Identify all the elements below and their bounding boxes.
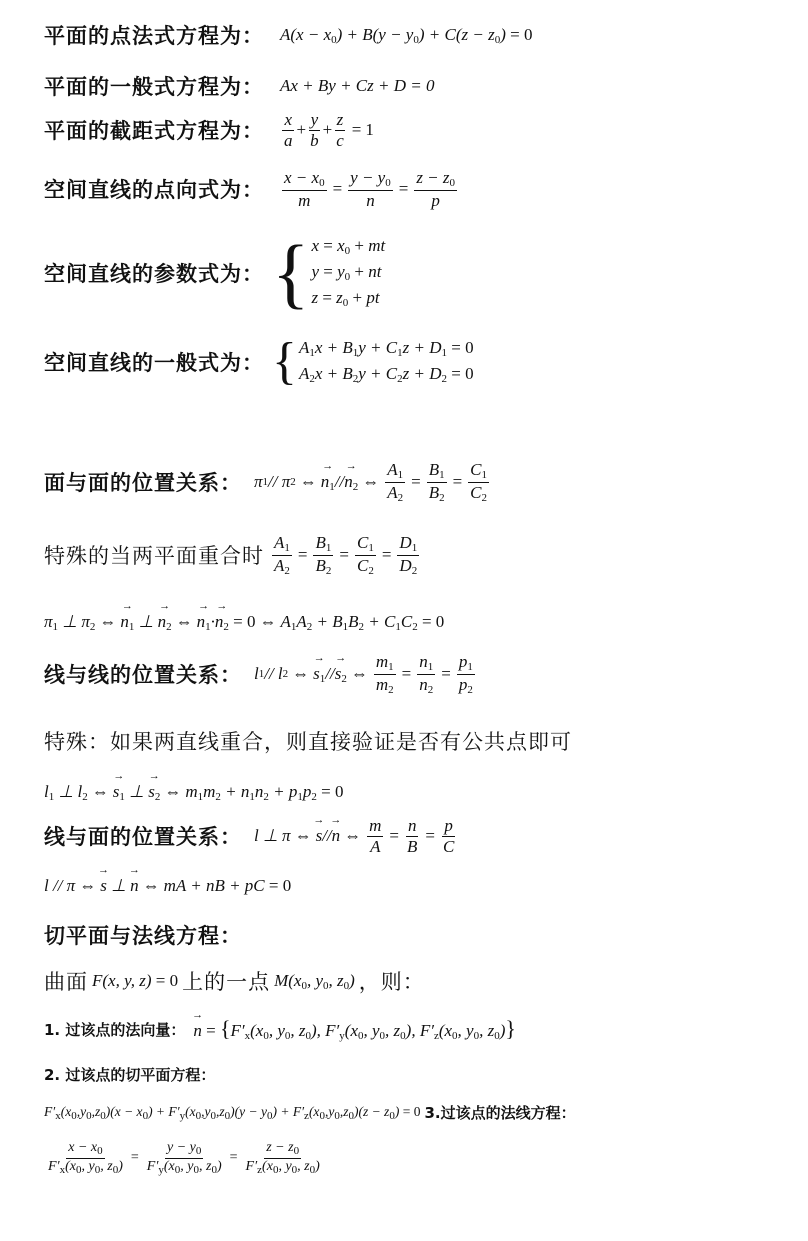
line-general-label: 空间直线的一般式为： — [44, 351, 264, 375]
surface-intro-3: ，则： — [358, 970, 425, 994]
point-direction-formula: $\frac{x - x_0}{m}$ = $\frac{y - y_0}{n}$ = $\frac{z - z_0}{p}$ — [284, 168, 456, 210]
tangent-plane-row — [44, 1102, 576, 1123]
line-parametric-label: 空间直线的参数式为： — [44, 262, 264, 286]
item2-label: 2. 过该点的切平面方程： — [44, 1066, 216, 1084]
plane-general-label: 平面的一般式方程为： — [44, 75, 264, 99]
line-plane-parallel-formula: l // π ⇔→ s ⊥ → n ⇔ mA + nB + pC = 0 — [44, 876, 291, 896]
plane-intercept-row — [44, 110, 374, 150]
point-normal-formula: $A(x - x_0) + B(y - y_0) + C(z - z_0) = 0$ — [280, 24, 533, 46]
line-point-direction-label: 空间直线的点向式为： — [44, 178, 264, 203]
item2-row — [44, 1064, 215, 1085]
perp-lines-formula: $l_1$ ⊥ $l_2$ ⇔→ $s_1$ ⊥ → $s_2$ ⇔ $m_1m_2 + n_1n_2 + p_1p_2 = 0$ — [44, 782, 343, 803]
special-line-row — [44, 726, 572, 756]
surface-formula: F(x, y, z) = 0 — [92, 971, 179, 990]
line-plane-relation-row — [44, 816, 458, 856]
normal-line-formula: $\frac{x - x_0}{F'_x(x_0, y_0, z_0)}$ = $\frac{y - y_0}{F'_y(x_0, y_0, z_0)}$ = $\frac{z - z_0}{F'_z(x_0, y_0, z_0)}$ — [48, 1140, 320, 1176]
plane-parallel-formula: π 1 // π 2 ⇔ → $n_1$ // → $n_2$ ⇔ $\frac{A_1}{A_2}$ = $\frac{B_1}{B_2}$ = $\frac{C_1}{C_2}$ — [254, 460, 491, 504]
plane-intercept-label: 平面的截距式方程为： — [44, 119, 264, 144]
line-plane-parallel-row — [44, 876, 291, 896]
item1-label: 1. 过该点的法向量： — [44, 1020, 186, 1039]
line-plane-relation-label: 线与面的位置关系： — [44, 825, 242, 850]
special-coincide-row — [44, 533, 421, 577]
normal-line-row — [44, 1140, 324, 1176]
tangent-section-row — [44, 920, 242, 950]
line-line-relation-label: 线与线的位置关系： — [44, 663, 242, 688]
perp-planes-formula: $\pi_1$ ⊥ $\pi_2$ ⇔→ $n_1$ ⊥ → $n_2$ ⇔→ $n_1\cdot\to n_2 = 0$ ⇔ $A_1A_2 + B_1B_2 + C_1C_2 = 0$ — [44, 612, 444, 633]
plane-plane-relation-label: 面与面的位置关系： — [44, 471, 242, 496]
line-parametric-row — [44, 229, 386, 316]
coincide-formula: $\frac{A_1}{A_2}$ = $\frac{B_1}{B_2}$ = $\frac{C_1}{C_2}$ = $\frac{D_1}{D_2}$ — [274, 533, 418, 577]
special-line-label: 特殊：如果两直线重合，则直接验证是否有公共点即可 — [44, 730, 572, 754]
plane-plane-relation-row — [44, 460, 491, 504]
general-formula: Ax + By + Cz + D = 0 — [280, 76, 435, 95]
perp-planes-row — [44, 612, 444, 633]
plane-point-normal-label: 平面的点法式方程为： — [44, 24, 264, 48]
line-general-formula: { $A_1x + B_1y + C_1z + D_1 = 0$ $A_2x + B_2y + C_2z + D_2 = 0$ — [272, 333, 474, 390]
parametric-formula: { $x = x_0$ + mt $y = y_0$ + nt $z = z_0$ + pt — [272, 229, 386, 316]
line-line-relation-row — [44, 652, 477, 696]
line-plane-perp-formula: l ⊥ π ⇔ → s // → n ⇔ $\frac{m}{A}$ = $\frac{n}{B}$ = $\frac{p}{C}$ — [254, 816, 458, 856]
plane-general-row — [44, 71, 434, 101]
surface-intro-row — [44, 966, 425, 996]
perp-lines-row — [44, 782, 343, 803]
plane-point-normal-row — [44, 20, 532, 50]
point-m-formula: $M(x_0$, $y_0$, $z_0$) — [274, 970, 355, 992]
line-point-direction-row — [44, 168, 459, 210]
item3-label: 3.过该点的法线方程： — [424, 1104, 576, 1122]
surface-intro-2: 上的一点 — [182, 970, 271, 994]
intercept-formula: x a + $\frac{y}{b}$ + $\frac{z}{c}$ = 1 — [284, 110, 374, 150]
normal-vector-formula: → $n = \{F'_x(x_0$, $y_0$, $z_0$), $F'_y(x_0$, $y_0$, $z_0$), $F'_z(x_0$, $y_0$, $z_0$)} — [193, 1016, 516, 1042]
tangent-plane-formula: $F'_x(x_0,y_0,z_0)(x - x_0) + F'_y(x_0,y_0,z_0)(y - y_0) + F'_z(x_0,y_0,z_0)(z - z_0) = 0$ — [44, 1103, 421, 1122]
surface-intro-1: 曲面 — [44, 970, 88, 994]
tangent-section-title: 切平面与法线方程： — [44, 924, 242, 948]
special-coincide-label: 特殊的当两平面重合时 — [44, 544, 264, 569]
item1-row — [44, 1016, 516, 1042]
line-parallel-formula: l 1 // l 2 ⇔ → $s_1$ // → $s_2$ ⇔ $\frac{m_1}{m_2}$ = $\frac{n_1}{n_2}$ = $\frac{p_1}{p_2}$ — [254, 652, 477, 696]
line-general-row — [44, 333, 474, 390]
